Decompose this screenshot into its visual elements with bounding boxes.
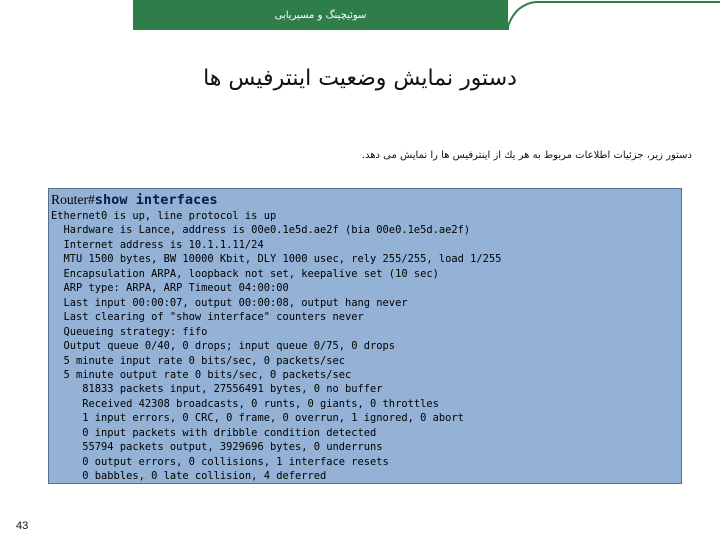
output-line: MTU 1500 bytes, BW 10000 Kbit, DLY 1000 usec, rely 255/255, load 1/255 <box>51 253 502 266</box>
header-banner <box>133 0 508 30</box>
slide-title: دستور نمایش وضعیت اینترفیس ها <box>203 66 517 91</box>
banner-arc-decoration <box>508 0 720 30</box>
output-line: Internet address is 10.1.1.11/24 <box>51 238 264 251</box>
output-line: 0 output errors, 0 collisions, 1 interface resets <box>51 455 389 468</box>
output-line: Queueing strategy: fifo <box>51 325 208 338</box>
output-line: Output queue 0/40, 0 drops; input queue 0/75, 0 drops <box>51 340 396 353</box>
terminal-output <box>48 188 682 484</box>
intro-text: دستور زیر، جزئیات اطلاعات مربوط به هر یك از اینترفیس ها را نمایش می دهد. <box>361 150 692 161</box>
output-line: Received 42308 broadcasts, 0 runts, 0 giants, 0 throttles <box>51 397 439 410</box>
command-text: show interfaces <box>94 192 218 208</box>
output-line: Last input 00:00:07, output 00:00:08, output hang never <box>51 296 408 309</box>
output-line: 5 minute input rate 0 bits/sec, 0 packets/sec <box>51 354 346 367</box>
output-line: 55794 packets output, 3929696 bytes, 0 underruns <box>51 441 383 454</box>
output-line: 5 minute output rate 0 bits/sec, 0 packets/sec <box>51 368 352 381</box>
output-line: Encapsulation ARPA, loopback not set, keepalive set (10 sec) <box>51 267 439 280</box>
page-number: 43 <box>16 520 29 532</box>
output-line: ARP type: ARPA, ARP Timeout 04:00:00 <box>51 282 289 295</box>
command-line <box>51 191 681 209</box>
output-line: Last clearing of "show interface" counters never <box>51 311 364 324</box>
router-prompt: Router# <box>51 192 95 207</box>
output-line: Hardware is Lance, address is 00e0.1e5d.ae2f (bia 00e0.1e5d.ae2f) <box>51 224 471 237</box>
output-line: 0 input packets with dribble condition detected <box>51 426 377 439</box>
banner-text: سوئیچینگ و مسیریابی <box>274 9 367 21</box>
output-line: 81833 packets input, 27556491 bytes, 0 no buffer <box>51 383 383 396</box>
output-line: 0 babbles, 0 late collision, 4 deferred <box>51 470 327 483</box>
output-line: 1 input errors, 0 CRC, 0 frame, 0 overrun, 1 ignored, 0 abort <box>51 412 464 425</box>
output-line: Ethernet0 is up, line protocol is up <box>51 210 277 222</box>
